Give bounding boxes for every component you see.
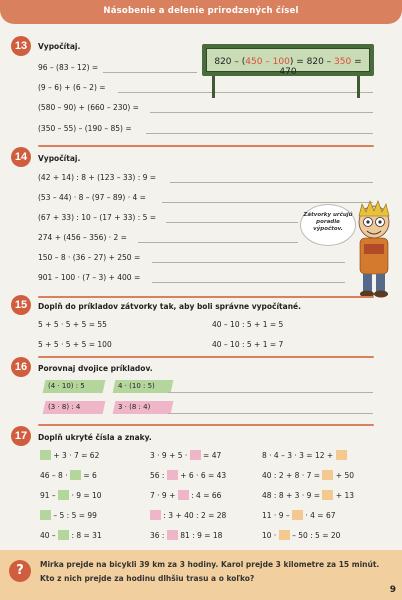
ex13-line-2: (9 – 6) + (6 – 2) = xyxy=(38,83,106,92)
ex14-answer-1[interactable] xyxy=(170,182,373,183)
ex14-line-4: 274 + (456 – 356) · 2 = xyxy=(38,233,127,242)
ex15-item-1: 5 + 5 · 5 + 5 = 55 xyxy=(38,320,107,329)
exercise-15-title: Doplň do príkladov zátvorky tak, aby boli správne vypočítané. xyxy=(38,302,301,311)
bonus-task-line-1: Mirka prejde na bicykli 39 km za 3 hodiny. Karol prejde 3 kilometre za 15 minút. xyxy=(40,560,380,569)
ex17-c1-row-1: + 3 · 7 = 62 xyxy=(40,450,99,460)
answer-box[interactable] xyxy=(70,470,81,480)
ex17-c3-row-2: 40 : 2 + 8 · 7 = + 50 xyxy=(262,471,355,480)
answer-box[interactable] xyxy=(279,530,290,540)
ex17-c1-row-5: 40 – : 8 = 31 xyxy=(40,531,102,540)
ex17-c2-row-2: 56 : + 6 · 6 = 43 xyxy=(150,471,227,480)
answer-box[interactable] xyxy=(150,510,161,520)
ex17-c3-row-1: 8 · 4 – 3 · 3 = 12 + xyxy=(262,450,347,460)
compare-answer-2[interactable] xyxy=(168,413,373,414)
answer-box[interactable] xyxy=(322,490,333,500)
ex15-item-4: 40 – 10 : 5 + 1 = 7 xyxy=(212,340,284,349)
ex14-line-3: (67 + 33) : 10 – (17 + 33) : 5 = xyxy=(38,213,157,222)
answer-box[interactable] xyxy=(40,450,51,460)
exercise-13-number: 13 xyxy=(11,36,31,56)
ex17-c3-row-5: 10 · – 50 : 5 = 20 xyxy=(262,531,341,540)
ex14-answer-4[interactable] xyxy=(138,242,298,243)
section-divider xyxy=(38,356,374,358)
speech-bubble-text: Zátvorky určujú poradie výpočtov. xyxy=(303,212,353,232)
ex14-line-1: (42 + 14) : 8 + (123 – 33) : 9 = xyxy=(38,173,157,182)
answer-box[interactable] xyxy=(167,470,178,480)
chalkboard-leg xyxy=(357,76,360,98)
example-chalkboard xyxy=(202,44,374,76)
exercise-14-number: 14 xyxy=(11,147,31,167)
exercise-17-number: 17 xyxy=(11,426,31,446)
ex17-c2-row-3: 7 · 9 + : 4 = 66 xyxy=(150,491,222,500)
chalkboard-example: 820 – (450 – 100) = 820 – 350 = 470 xyxy=(214,57,362,77)
cartoon-boy-illustration xyxy=(350,200,398,300)
exercise-13-title: Vypočítaj. xyxy=(38,42,81,51)
ex14-line-5: 150 – 8 · (36 – 27) + 250 = xyxy=(38,253,141,262)
ex17-c1-row-4: – 5 : 5 = 99 xyxy=(40,510,97,520)
answer-box[interactable] xyxy=(40,510,51,520)
ex14-answer-3[interactable] xyxy=(166,222,298,223)
section-divider xyxy=(38,145,374,147)
ex13-answer-4[interactable] xyxy=(146,133,373,134)
ex13-line-1: 96 – (83 – 12) = xyxy=(38,63,99,72)
ex13-answer-3[interactable] xyxy=(150,112,373,113)
compare-answer-1[interactable] xyxy=(168,392,373,393)
ex15-item-3: 5 + 5 · 5 + 5 = 100 xyxy=(38,340,112,349)
exercise-14-title: Vypočítaj. xyxy=(38,154,81,163)
ex13-answer-2[interactable] xyxy=(118,92,373,93)
ex17-c2-row-4: : 3 + 40 : 2 = 28 xyxy=(150,510,226,520)
ex17-c3-row-3: 48 : 8 + 3 · 9 = + 13 xyxy=(262,491,355,500)
answer-box[interactable] xyxy=(58,490,69,500)
section-divider xyxy=(38,424,374,426)
exercise-16-number: 16 xyxy=(11,357,31,377)
compare-expression-1: (4 · 10) : 5 xyxy=(43,380,106,393)
bonus-task-line-2: Kto z nich prejde za hodinu dlhšiu trasu a o koľko? xyxy=(40,574,255,583)
exercise-15-number: 15 xyxy=(11,295,31,315)
ex17-c1-row-3: 91 – · 9 = 10 xyxy=(40,491,102,500)
answer-box[interactable] xyxy=(336,450,347,460)
answer-box[interactable] xyxy=(58,530,69,540)
compare-expression-2: 4 · (10 : 5) xyxy=(113,380,174,393)
answer-box[interactable] xyxy=(322,470,333,480)
compare-expression-4: 3 · (8 : 4) xyxy=(113,401,174,414)
ex14-line-6: 901 – 100 · (7 – 3) + 400 = xyxy=(38,273,141,282)
chalkboard-leg xyxy=(212,76,215,98)
ex17-c3-row-4: 11 · 9 – · 4 = 67 xyxy=(262,511,336,520)
chapter-title: Násobenie a delenie prirodzených čísel xyxy=(103,6,299,16)
page-number: 9 xyxy=(389,585,396,595)
speech-bubble xyxy=(300,204,356,246)
ex17-c2-row-5: 36 : 81 : 9 = 18 xyxy=(150,531,223,540)
ex14-answer-5[interactable] xyxy=(152,262,345,263)
exercise-17-title: Doplň ukryté čísla a znaky. xyxy=(38,433,152,442)
ex14-line-2: (53 – 44) · 8 – (97 – 89) · 4 = xyxy=(38,193,146,202)
ex14-answer-2[interactable] xyxy=(162,202,373,203)
ex15-item-2: 40 – 10 : 5 + 1 = 5 xyxy=(212,320,284,329)
answer-box[interactable] xyxy=(178,490,189,500)
ex13-line-3: (580 – 90) + (660 – 230) = xyxy=(38,103,139,112)
compare-expression-3: (3 · 8) : 4 xyxy=(43,401,106,414)
ex13-answer-1[interactable] xyxy=(103,72,197,73)
ex17-c1-row-2: 46 – 8 · = 6 xyxy=(40,471,97,480)
answer-box[interactable] xyxy=(292,510,303,520)
answer-box[interactable] xyxy=(167,530,178,540)
question-icon: ? xyxy=(9,560,31,582)
chapter-header xyxy=(0,0,402,24)
ex17-c2-row-1: 3 · 9 + 5 · = 47 xyxy=(150,451,222,460)
exercise-16-title: Porovnaj dvojice príkladov. xyxy=(38,364,153,373)
ex14-answer-6[interactable] xyxy=(152,282,345,283)
section-divider xyxy=(38,296,374,298)
answer-box[interactable] xyxy=(190,450,201,460)
ex13-line-4: (350 – 55) – (190 – 85) = xyxy=(38,124,132,133)
